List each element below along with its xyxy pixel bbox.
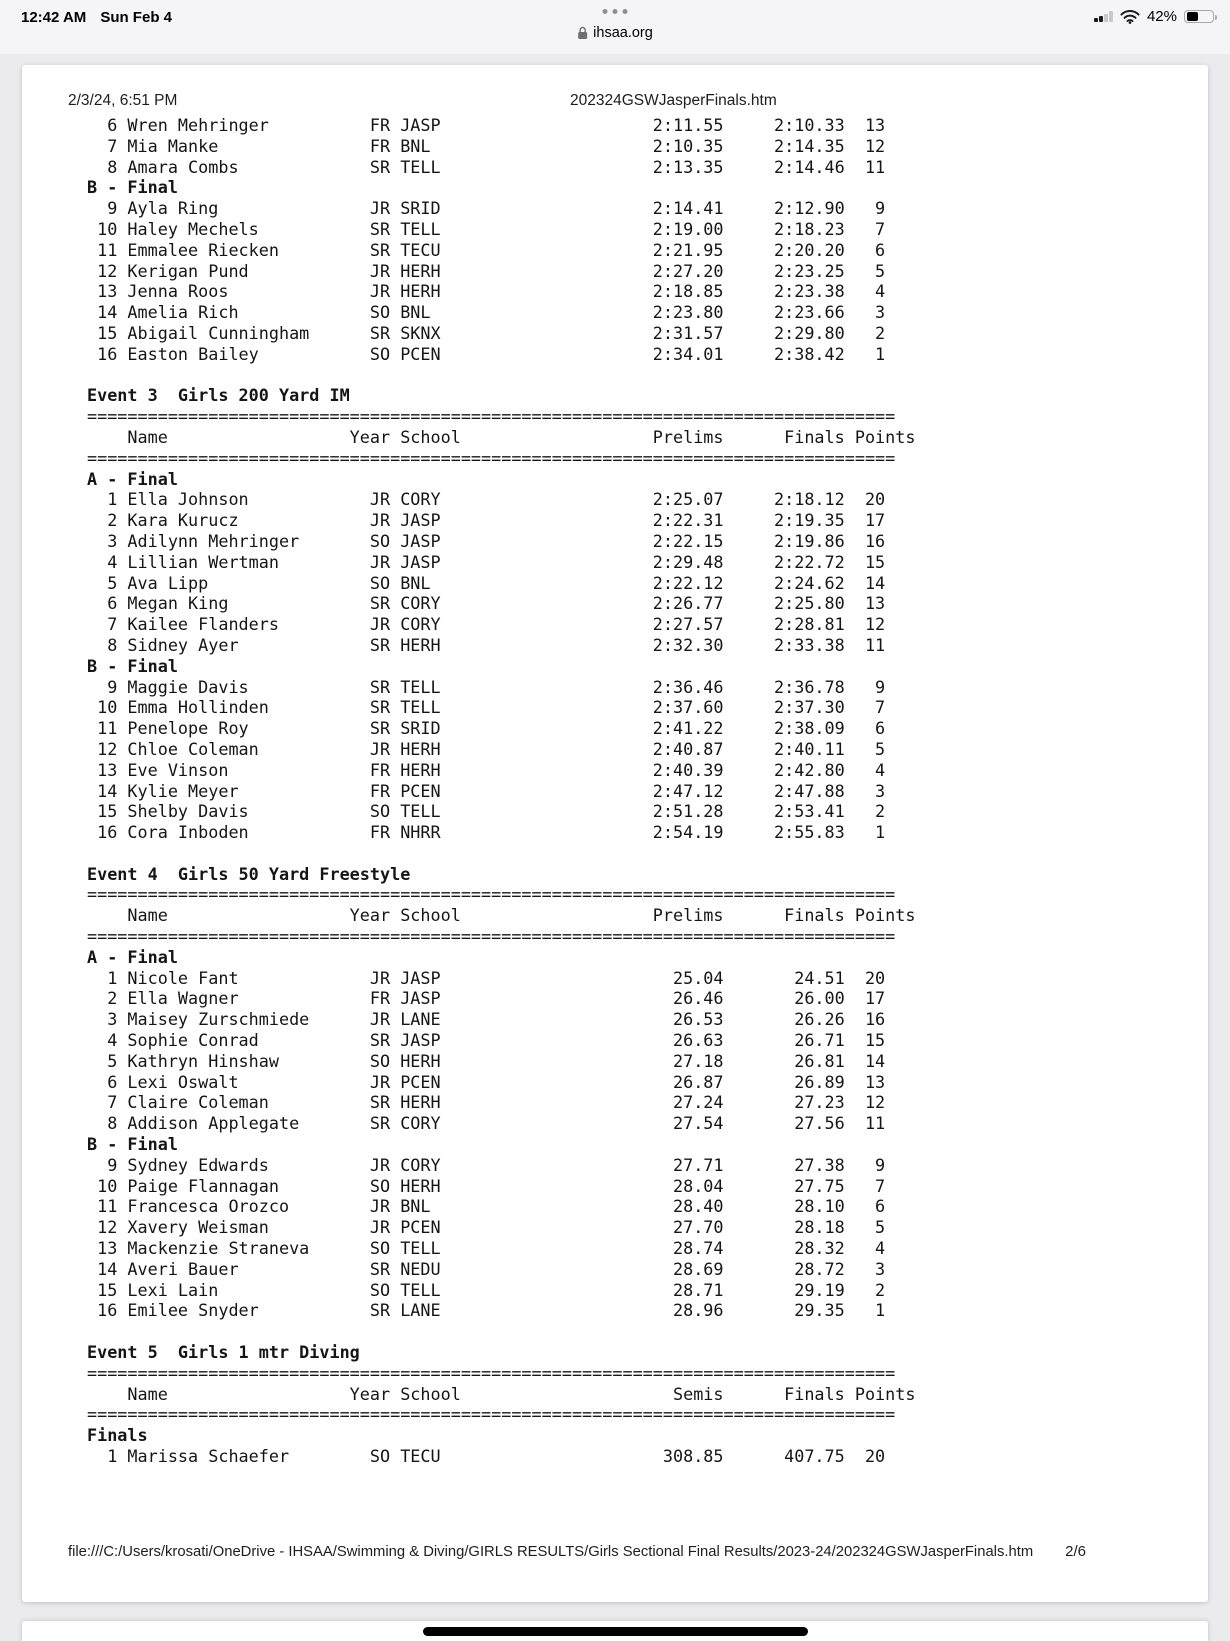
result-row: 4 Lillian Wertman JR JASP 2:29.48 2:22.72 15 <box>87 551 886 572</box>
event-title: Event 4 Girls 50 Yard Freestyle <box>87 863 411 884</box>
lock-icon <box>577 26 588 40</box>
url-bar[interactable] <box>577 25 653 41</box>
result-row: 9 Ayla Ring JR SRID 2:14.41 2:12.90 9 <box>87 198 886 219</box>
result-row: 12 Chloe Coleman JR HERH 2:40.87 2:40.11 5 <box>87 738 886 759</box>
ruler-line: ================================================================================ <box>87 884 896 905</box>
cellular-signal-icon <box>1094 11 1113 22</box>
results-text <box>87 115 915 1467</box>
result-row: 8 Amara Combs SR TELL 2:13.35 2:14.46 11 <box>87 156 886 177</box>
result-row: 7 Kailee Flanders JR CORY 2:27.57 2:28.81 12 <box>87 614 886 635</box>
result-row: 6 Lexi Oswalt JR PCEN 26.87 26.89 13 <box>87 1071 886 1092</box>
document-page <box>22 65 1208 1602</box>
result-row: 8 Sidney Ayer SR HERH 2:32.30 2:33.38 11 <box>87 634 886 655</box>
result-row: 13 Mackenzie Straneva SO TELL 28.74 28.32 4 <box>87 1238 886 1259</box>
status-bar-right <box>1094 8 1214 25</box>
result-row: 5 Ava Lipp SO BNL 2:22.12 2:24.62 14 <box>87 572 886 593</box>
tab-overview-button[interactable] <box>603 9 628 14</box>
result-row: 8 Addison Applegate SR CORY 27.54 27.56 11 <box>87 1113 886 1134</box>
column-header-line: Name Year School Prelims Finals Points <box>87 426 916 447</box>
result-row: 15 Abigail Cunningham SR SKNX 2:31.57 2:29.80 2 <box>87 322 886 343</box>
result-row: 1 Nicole Fant JR JASP 25.04 24.51 20 <box>87 967 886 988</box>
status-time: 12:42 AM <box>21 9 87 26</box>
result-row: 13 Jenna Roos JR HERH 2:18.85 2:23.38 4 <box>87 281 886 302</box>
result-row: 7 Mia Manke FR BNL 2:10.35 2:14.35 12 <box>87 135 886 156</box>
result-row: 7 Claire Coleman SR HERH 27.24 27.23 12 <box>87 1092 886 1113</box>
ruler-line: ================================================================================ <box>87 1362 896 1383</box>
result-row: 10 Paige Flannagan SO HERH 28.04 27.75 7 <box>87 1175 886 1196</box>
column-header-line: Name Year School Semis Finals Points <box>87 1383 916 1404</box>
doc-footer-filepath: file:///C:/Users/krosati/OneDrive - IHSAA/Swimming & Diving/GIRLS RESULTS/Girls Sectional Final Results/2023-24/202324GSWJasperFinals.htm <box>68 1544 1034 1560</box>
section-label: Finals <box>87 1425 148 1446</box>
section-label: B - Final <box>87 1134 178 1155</box>
result-row: 12 Kerigan Pund JR HERH 2:27.20 2:23.25 5 <box>87 260 886 281</box>
ruler-line: ================================================================================ <box>87 447 896 468</box>
result-row: 9 Maggie Davis SR TELL 2:36.46 2:36.78 9 <box>87 676 886 697</box>
result-row: 10 Haley Mechels SR TELL 2:19.00 2:18.23 7 <box>87 218 886 239</box>
section-label: B - Final <box>87 655 178 676</box>
result-row: 13 Eve Vinson FR HERH 2:40.39 2:42.80 4 <box>87 759 886 780</box>
section-label: B - Final <box>87 177 178 198</box>
battery-percent: 42% <box>1146 8 1177 25</box>
result-row: 15 Shelby Davis SO TELL 2:51.28 2:53.41 2 <box>87 801 886 822</box>
result-row: 11 Francesca Orozco JR BNL 28.40 28.10 6 <box>87 1196 886 1217</box>
doc-header-filename: 202324GSWJasperFinals.htm <box>570 92 777 109</box>
result-row: 15 Lexi Lain SO TELL 28.71 29.19 2 <box>87 1279 886 1300</box>
result-row: 11 Penelope Roy SR SRID 2:41.22 2:38.09 6 <box>87 718 886 739</box>
result-row: 1 Marissa Schaefer SO TECU 308.85 407.75 20 <box>87 1446 886 1466</box>
result-row: 16 Emilee Snyder SR LANE 28.96 29.35 1 <box>87 1300 886 1321</box>
doc-header-datetime: 2/3/24, 6:51 PM <box>68 92 178 109</box>
ruler-line: ================================================================================ <box>87 926 896 947</box>
ruler-line: ================================================================================ <box>87 1404 896 1425</box>
result-row: 6 Megan King SR CORY 2:26.77 2:25.80 13 <box>87 593 886 614</box>
status-bar-left <box>21 9 172 26</box>
home-indicator[interactable] <box>423 1627 808 1636</box>
doc-footer <box>68 1543 1164 1560</box>
result-row: 5 Kathryn Hinshaw SO HERH 27.18 26.81 14 <box>87 1050 886 1071</box>
status-date: Sun Feb 4 <box>100 9 172 26</box>
result-row: 11 Emmalee Riecken SR TECU 2:21.95 2:20.20 6 <box>87 239 886 260</box>
result-row: 3 Maisey Zurschmiede JR LANE 26.53 26.26 16 <box>87 1009 886 1030</box>
result-row: 3 Adilynn Mehringer SO JASP 2:22.15 2:19.86 16 <box>87 530 886 551</box>
result-row: 2 Kara Kurucz JR JASP 2:22.31 2:19.35 17 <box>87 510 886 531</box>
result-row: 10 Emma Hollinden SR TELL 2:37.60 2:37.30 7 <box>87 697 886 718</box>
result-row: 14 Kylie Meyer FR PCEN 2:47.12 2:47.88 3 <box>87 780 886 801</box>
section-label: A - Final <box>87 468 178 489</box>
result-row: 16 Easton Bailey SO PCEN 2:34.01 2:38.42 1 <box>87 343 886 364</box>
ruler-line: ================================================================================ <box>87 406 896 427</box>
result-row: 2 Ella Wagner FR JASP 26.46 26.00 17 <box>87 988 886 1009</box>
result-row: 16 Cora Inboden FR NHRR 2:54.19 2:55.83 1 <box>87 822 886 843</box>
browser-chrome <box>0 0 1230 54</box>
result-row: 14 Averi Bauer SR NEDU 28.69 28.72 3 <box>87 1258 886 1279</box>
result-row: 1 Ella Johnson JR CORY 2:25.07 2:18.12 20 <box>87 489 886 510</box>
event-title: Event 3 Girls 200 Yard IM <box>87 385 350 406</box>
event-title: Event 5 Girls 1 mtr Diving <box>87 1342 360 1363</box>
column-header-line: Name Year School Prelims Finals Points <box>87 905 916 926</box>
result-row: 6 Wren Mehringer FR JASP 2:11.55 2:10.33 13 <box>87 115 886 135</box>
result-row: 12 Xavery Weisman JR PCEN 27.70 28.18 5 <box>87 1217 886 1238</box>
result-row: 14 Amelia Rich SO BNL 2:23.80 2:23.66 3 <box>87 302 886 323</box>
battery-icon <box>1184 10 1214 24</box>
url-host: ihsaa.org <box>593 25 653 41</box>
doc-footer-page-number: 2/6 <box>1065 1543 1086 1560</box>
wifi-icon <box>1120 10 1140 24</box>
result-row: 4 Sophie Conrad SR JASP 26.63 26.71 15 <box>87 1030 886 1051</box>
result-row: 9 Sydney Edwards JR CORY 27.71 27.38 9 <box>87 1154 886 1175</box>
section-label: A - Final <box>87 946 178 967</box>
